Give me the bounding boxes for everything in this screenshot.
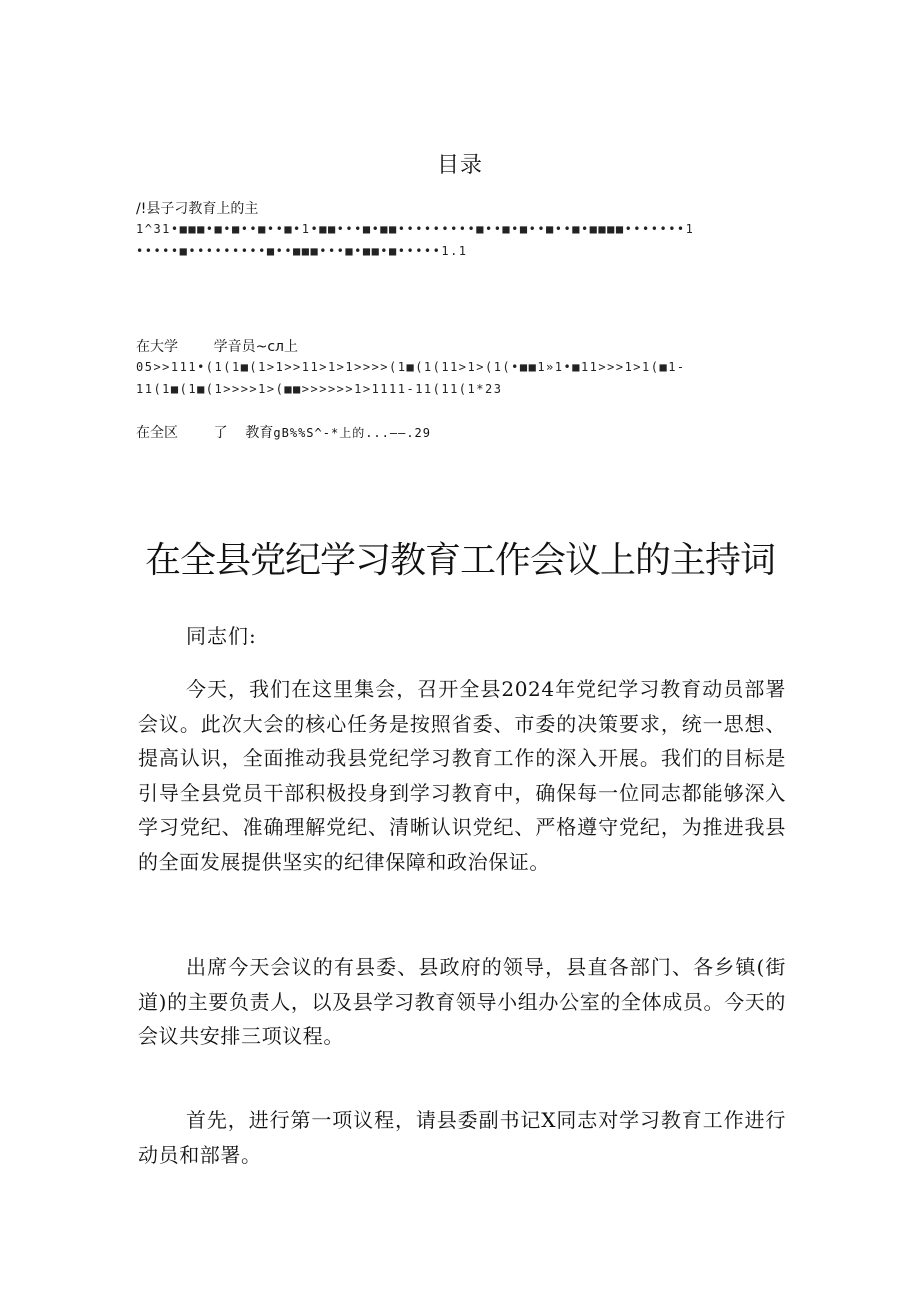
toc-entry-leader: gB%%S^-*上的...——.29	[273, 426, 432, 440]
body-paragraph: 今天，我们在这里集会，召开全县2024年党纪学习教育动员部署会议。此次大会的核心任务是按照省委、市委的决策要求，统一思想、提高认识，全面推动我县党纪学习教育工作的深入开展。我们的目标是引导全县党员干部积极投身到学习教育中，确保每一位同志都能够深入学习党纪、准确理解党纪、清晰认识党纪、严格遵守党纪，为推进我县的全面发展提供坚实的纪律保障和政治保证。	[138, 677, 786, 874]
toc-entry[interactable]	[136, 338, 786, 400]
body-paragraph: 首先，进行第一项议程，请县委副书记X同志对学习教育工作进行动员和部署。	[138, 1108, 786, 1167]
toc-entry-leader: 11(1■(1■(1>>>>1>(■■>>>>>>1>1111-11(11(1*23	[136, 382, 503, 396]
toc-entry-leader: 05>>111•(1(1■(1>1>>11>1>1>>>>(1■(1(11>1>(1(•■■1»1•■11>>>1>1(■1-	[136, 360, 686, 374]
toc-entry-heading: /!县子刁教育上的主	[136, 201, 259, 217]
toc-entry-leader: 1^31•■■■•■•■••■••■•1•■■•••■•■■•••••••••■••■•■••■••■•■■■■•••••••1	[136, 222, 695, 236]
toc-entry-line	[136, 424, 786, 442]
toc-entry-heading: 在大学 学音员~cл上	[136, 339, 298, 355]
salutation: 同志们:	[186, 624, 257, 648]
toc-entry[interactable]	[136, 424, 786, 442]
toc-entry-leader: •••••■•••••••••■••■■■•••■•■■•■•••••1.1	[136, 244, 468, 258]
toc-entry-heading: 在全区 了 教育	[136, 425, 274, 441]
toc-title: 目录	[436, 153, 483, 178]
document-title: 在全县党纪学习教育工作会议上的主持词	[144, 540, 775, 581]
body-paragraph: 出席今天会议的有县委、县政府的领导，县直各部门、各乡镇(街道)的主要负责人，以及县学习教育领导小组办公室的全体成员。今天的会议共安排三项议程。	[138, 955, 786, 1048]
toc-entry[interactable]	[136, 200, 786, 262]
